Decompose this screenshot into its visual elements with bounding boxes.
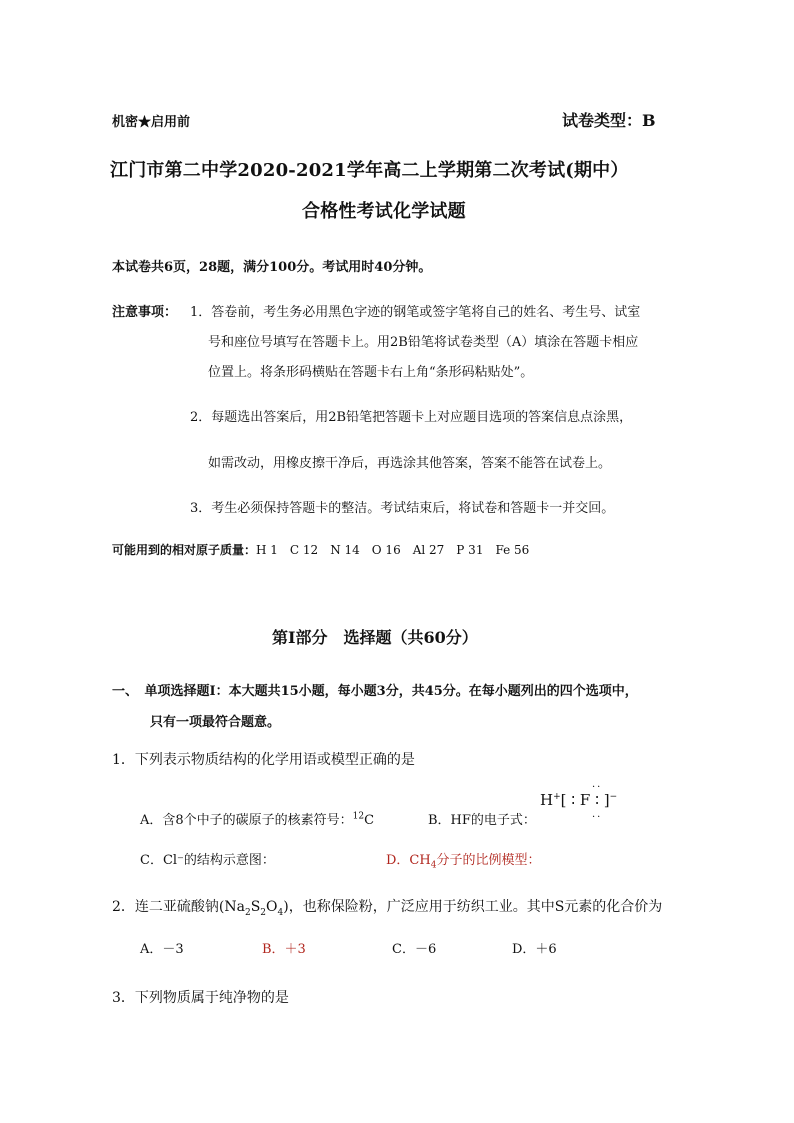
page-subtitle: 合格性考试化学试题 xyxy=(302,201,466,222)
q2-stem-b: S xyxy=(250,899,261,915)
q2-stem-d: )，也称保险粉，广泛应用于纺织工业。其中S元素的化合价为 xyxy=(283,899,663,915)
q2-sub-3: 4 xyxy=(277,907,284,918)
q1-option-a xyxy=(140,809,374,828)
paper-type-label: 试卷类型：B xyxy=(562,111,656,130)
q1-option-d-suffix: 分子的比例模型： xyxy=(436,853,541,868)
notes-label: 注意事项： xyxy=(112,305,178,320)
q1-option-b: B．HF的电子式： xyxy=(428,813,536,828)
confidential-label: 机密★启用前 xyxy=(112,115,191,130)
q1-stem: 1．下列表示物质结构的化学用语或模型正确的是 xyxy=(112,752,415,768)
hf-formula-body: [ ∶ F ∶ ] xyxy=(560,791,610,809)
page-title: 江门市第二中学2020-2021学年高二上学期第二次考试(期中） xyxy=(110,160,629,181)
atomic-masses-label: 可能用到的相对原子质量： xyxy=(112,543,257,557)
q2-option-c: C．－6 xyxy=(392,942,437,957)
atomic-masses xyxy=(112,541,529,558)
q1-option-a-mass: 12 xyxy=(352,811,365,822)
fluorine-dots-bottom-icon: ·· xyxy=(592,812,603,823)
note-item-2-line-2: 如需改动，用橡皮擦干净后，再选涂其他答案，答案不能答在试卷上。 xyxy=(208,456,612,471)
note-item-2-line-1: 2．每题选出答案后，用2B铅笔把答题卡上对应题目选项的答案信息点涂黑， xyxy=(190,410,633,425)
exam-summary: 本试卷共6页，28题，满分100分。考试用时40分钟。 xyxy=(112,260,432,275)
section1-line-2: 只有一项最符合题意。 xyxy=(150,715,281,730)
q2-sub-2: 2 xyxy=(260,907,267,918)
q2-stem xyxy=(112,896,662,918)
q2-stem-a: 2．连二亚硫酸钠(Na xyxy=(112,899,245,915)
q1-option-a-symbol: C xyxy=(364,813,375,828)
part1-title: 第Ⅰ部分 选择题（共60分） xyxy=(272,628,478,647)
q1-option-d-sub: 4 xyxy=(430,860,437,871)
q1-option-d xyxy=(386,849,540,871)
q1-option-d-prefix: D．CH xyxy=(386,853,431,868)
hf-electron-formula xyxy=(540,791,617,809)
note-item-3: 3．考生必须保持答题卡的整洁。考试结束后，将试卷和答题卡一并交回。 xyxy=(190,501,615,516)
q2-option-b: B．＋3 xyxy=(262,942,306,957)
hf-formula-h: H xyxy=(540,791,554,809)
q2-option-a: A．－3 xyxy=(140,942,184,957)
q3-stem: 3．下列物质属于纯净物的是 xyxy=(112,990,289,1006)
fluorine-dots-top-icon: ·· xyxy=(592,782,603,793)
note-item-1-line-1: 1．答卷前，考生务必用黑色字迹的钢笔或签字笔将自己的姓名、考生号、试室 xyxy=(190,305,641,320)
note-item-1-line-2: 号和座位号填写在答题卡上。用2B铅笔将试卷类型（A）填涂在答题卡相应 xyxy=(208,335,639,350)
q1-option-a-text: A．含8个中子的碳原子的核素符号： xyxy=(140,813,353,828)
hf-formula-minus: − xyxy=(609,792,618,802)
atomic-masses-values: H 1 C 12 N 14 O 16 Al 27 P 31 Fe 56 xyxy=(256,543,530,557)
q2-stem-c: O xyxy=(266,899,278,915)
hf-formula-plus: + xyxy=(553,792,561,802)
q1-option-c: C．Cl⁻的结构示意图： xyxy=(140,853,275,868)
section1-line-1: 一、 单项选择题Ⅰ：本大题共15小题，每小题3分，共45分。在每小题列出的四个选项中， xyxy=(112,684,638,699)
q2-option-d: D．＋6 xyxy=(512,942,557,957)
q2-sub-1: 2 xyxy=(244,907,251,918)
note-item-1-line-3: 位置上。将条形码横贴在答题卡右上角“条形码粘贴处”。 xyxy=(208,365,534,380)
